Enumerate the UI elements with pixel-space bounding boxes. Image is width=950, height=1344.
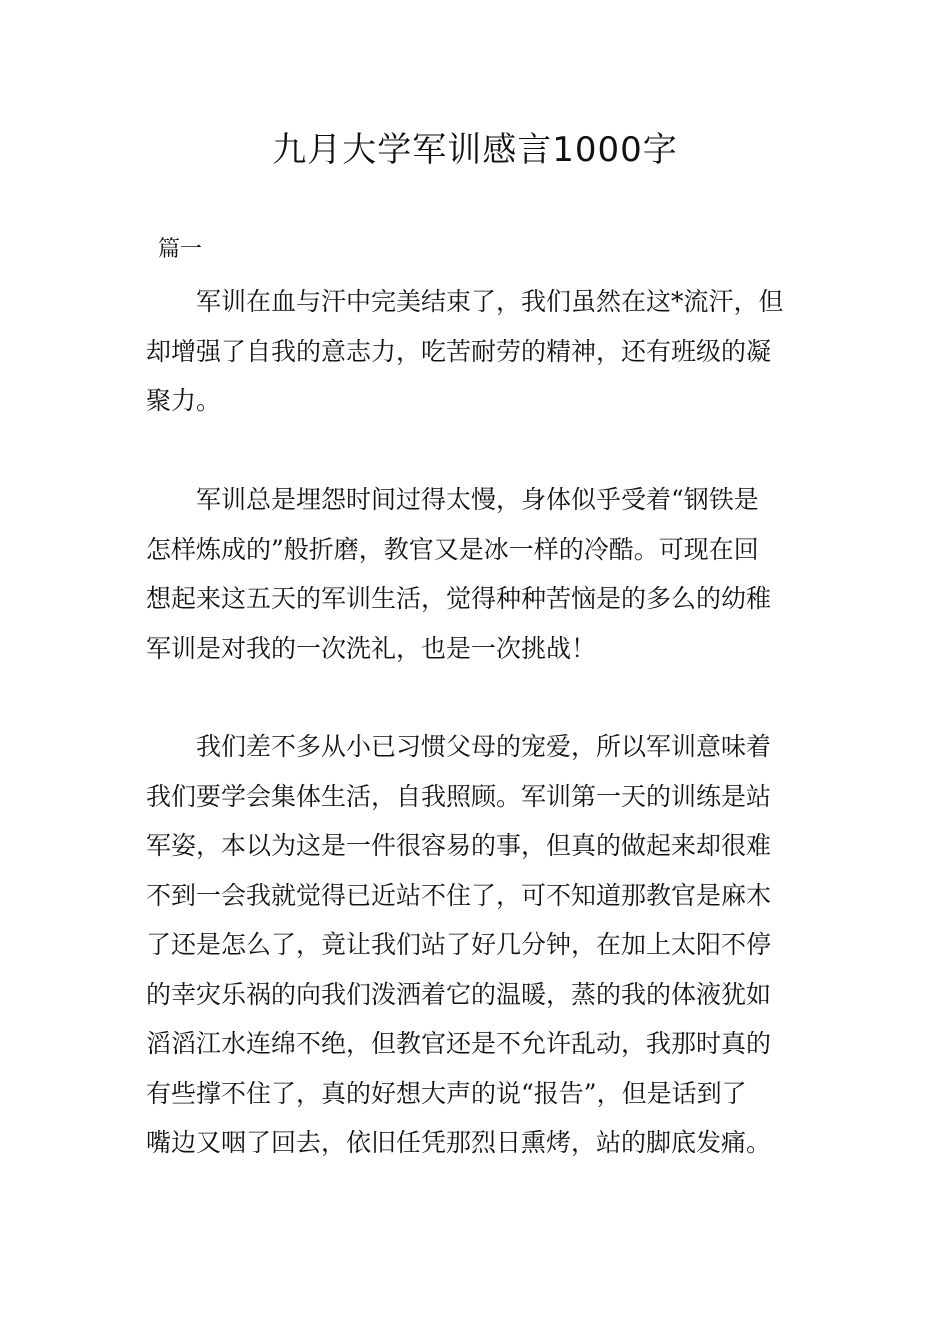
paragraph-line: 滔滔江水连绵不绝，但教官还是不允许乱动，我那时真的 [146, 1029, 772, 1058]
paragraph-line: 不到一会我就觉得已近站不住了，可不知道那教官是麻木 [146, 880, 772, 910]
paragraph-line: 我们要学会集体生活，自我照顾。军训第一天的训练是站 [146, 781, 772, 811]
paragraph-line: 却增强了自我的意志力，吃苦耐劳的精神，还有班级的凝 [146, 336, 772, 366]
paragraph-line: 想起来这五天的军训生活，觉得种种苦恼是的多么的幼稚 [146, 584, 772, 613]
paragraph-line: 了还是怎么了，竟让我们站了好几分钟，在加上太阳不停 [146, 930, 772, 959]
paragraph-line: 聚力。 [146, 386, 222, 415]
paragraph-line: 军姿，本以为这是一件很容易的事，但真的做起来却很难 [146, 831, 772, 860]
paragraph-3 [146, 722, 810, 1168]
paragraph-line: 嘴边又咽了回去，依旧任凭那烈日熏烤，站的脚底发痛。 [146, 1128, 772, 1157]
paragraph-line: 我们差不多从小已习惯父母的宠爱，所以军训意味着 [196, 732, 772, 761]
section-label: 篇一 [158, 237, 203, 262]
paragraph-line: 怎样炼成的”般折磨，教官又是冰一样的冷酷。可现在回 [146, 534, 759, 564]
document-title: 九月大学军训感言1000字 [272, 130, 678, 170]
paragraph-line: 的幸灾乐祸的向我们泼洒着它的温暖，蒸的我的体液犹如 [146, 979, 772, 1009]
paragraph-line: 军训是对我的一次洗礼，也是一次挑战！ [146, 633, 597, 663]
paragraph-line: 有些撑不住了，真的好想大声的说“报告”，但是话到了 [146, 1078, 747, 1108]
paragraph-2 [146, 475, 810, 673]
paragraph-line: 军训在血与汗中完美结束了，我们虽然在这*流汗，但 [196, 287, 784, 316]
paragraph-1 [146, 277, 810, 426]
paragraph-line: 军训总是埋怨时间过得太慢，身体似乎受着“钢铁是 [196, 485, 759, 514]
